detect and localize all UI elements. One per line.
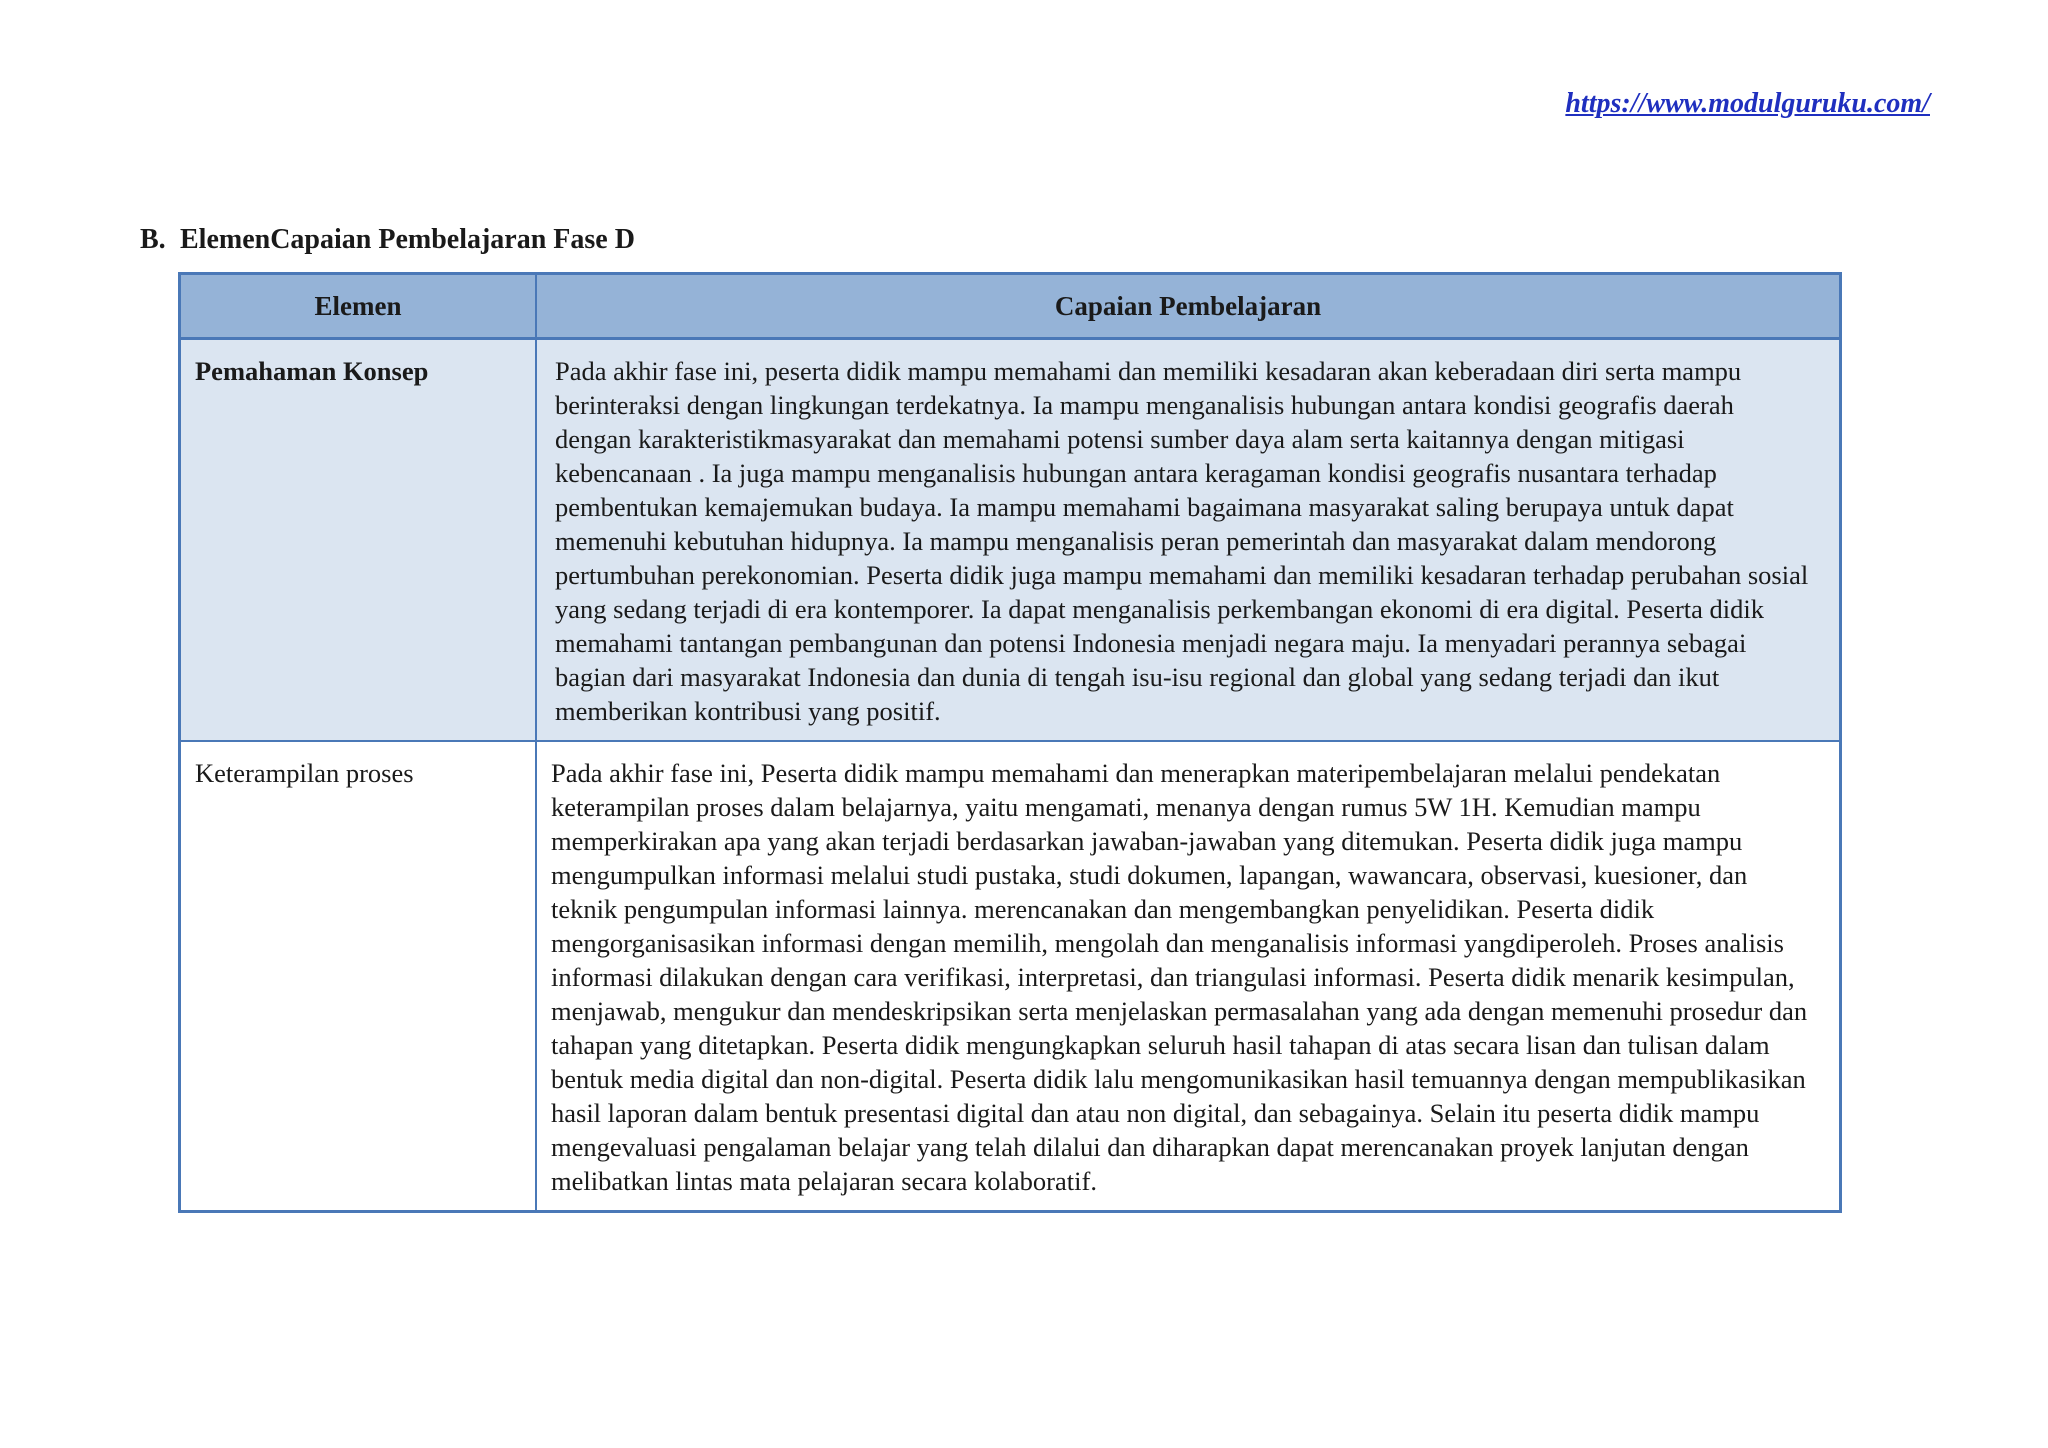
table-header-row [180,274,1841,339]
column-header-elemen: Elemen [180,274,537,339]
table-row [180,741,1841,1212]
section-marker: B. [140,224,166,255]
site-url-link[interactable]: https://www.modulguruku.com/ [1565,88,1930,119]
section-heading [140,224,635,256]
column-header-capaian: Capaian Pembelajaran [536,274,1841,339]
elemen-cell: Keterampilan proses [180,741,537,1212]
capaian-pembelajaran-table [178,272,1842,1213]
section-title: ElemenCapaian Pembelajaran Fase D [180,224,635,255]
capaian-cell: Pada akhir fase ini, peserta didik mampu memahami dan memiliki kesadaran akan keberadaan diri serta mampu berinteraksi dengan lingkungan terdekatnya. Ia mampu menganalisis hubungan antara kondisi geografis daerah dengan karakteristikmasyarakat dan memahami potensi sumber daya alam serta kaitannya dengan mitigasi kebencanaan . Ia juga mampu menganalisis hubungan antara keragaman kondisi geografis nusantara terhadap pembentukan kemajemukan budaya. Ia mampu memahami bagaimana masyarakat saling berupaya untuk dapat memenuhi kebutuhan hidupnya. Ia mampu menganalisis peran pemerintah dan masyarakat dalam mendorong pertumbuhan perekonomian. Peserta didik juga mampu memahami dan memiliki kesadaran terhadap perubahan sosial yang sedang terjadi di era kontemporer. Ia dapat menganalisis perkembangan ekonomi di era digital. Peserta didik memahami tantangan pembangunan dan potensi Indonesia menjadi negara maju. Ia menyadari perannya sebagai bagian dari masyarakat Indonesia dan dunia di tengah isu-isu regional dan global yang sedang terjadi dan ikut memberikan kontribusi yang positif. [536,339,1841,742]
capaian-cell: Pada akhir fase ini, Peserta didik mampu memahami dan menerapkan materipembelajaran melalui pendekatan keterampilan proses dalam belajarnya, yaitu mengamati, menanya dengan rumus 5W 1H. Kemudian mampu memperkirakan apa yang akan terjadi berdasarkan jawaban-jawaban yang ditemukan. Peserta didik juga mampu mengumpulkan informasi melalui studi pustaka, studi dokumen, lapangan, wawancara, observasi, kuesioner, dan teknik pengumpulan informasi lainnya. merencanakan dan mengembangkan penyelidikan. Peserta didik mengorganisasikan informasi dengan memilih, mengolah dan menganalisis informasi yangdiperoleh. Proses analisis informasi dilakukan dengan cara verifikasi, interpretasi, dan triangulasi informasi. Peserta didik menarik kesimpulan, menjawab, mengukur dan mendeskripsikan serta menjelaskan permasalahan yang ada dengan memenuhi prosedur dan tahapan yang ditetapkan. Peserta didik mengungkapkan seluruh hasil tahapan di atas secara lisan dan tulisan dalam bentuk media digital dan non-digital. Peserta didik lalu mengomunikasikan hasil temuannya dengan mempublikasikan hasil laporan dalam bentuk presentasi digital dan atau non digital, dan sebagainya. Selain itu peserta didik mampu mengevaluasi pengalaman belajar yang telah dilalui dan diharapkan dapat merencanakan proyek lanjutan dengan melibatkan lintas mata pelajaran secara kolaboratif. [536,741,1841,1212]
table-row [180,339,1841,742]
elemen-cell: Pemahaman Konsep [180,339,537,742]
